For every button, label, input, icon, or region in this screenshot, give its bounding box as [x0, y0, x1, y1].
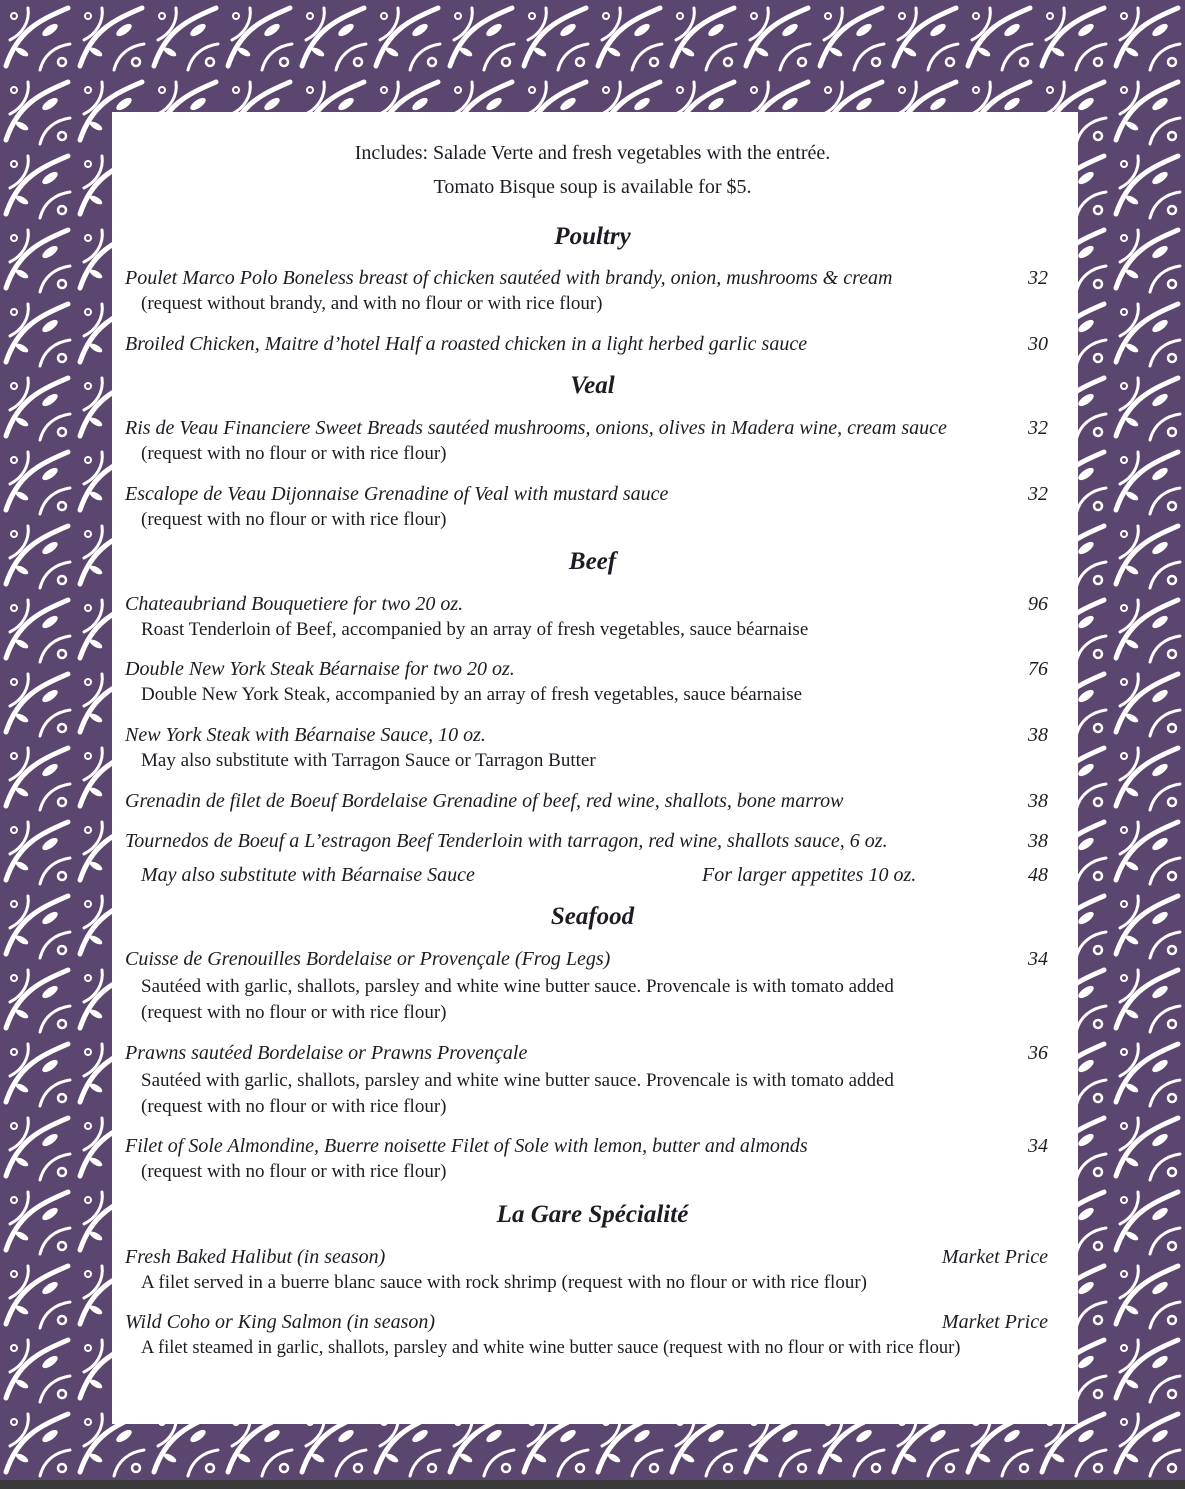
menu-item: [125, 1244, 1050, 1270]
section-title-poultry: Poultry: [554, 223, 631, 250]
item-name: Ris de Veau Financiere Sweet Breads sautéed mushrooms, onions, olives in Madera wine, cream sauce: [125, 417, 947, 439]
item-note: May also substitute with Béarnaise Sauce: [141, 864, 475, 886]
item-price: 96: [1028, 593, 1048, 615]
item-price: 34: [1028, 1135, 1048, 1157]
item-price: 76: [1028, 658, 1048, 680]
item-price: Market Price: [941, 1246, 1048, 1268]
item-name: Filet of Sole Almondine, Buerre noisette Filet of Sole with lemon, butter and almonds: [125, 1135, 808, 1157]
item-price: Market Price: [941, 1311, 1048, 1333]
menu-item: [125, 331, 1050, 357]
item-note: May also substitute with Tarragon Sauce or Tarragon Butter: [141, 750, 596, 771]
menu-item: [125, 1133, 1050, 1159]
item-name: Double New York Steak Béarnaise for two 20 oz.: [125, 658, 515, 680]
intro-line-1: Includes: Salade Verte and fresh vegetables with the entrée.: [354, 142, 831, 164]
menu-item: [125, 722, 1050, 748]
item-name: Prawns sautéed Bordelaise or Prawns Provençale: [125, 1042, 528, 1064]
section-title-veal: Veal: [570, 372, 615, 399]
item-price: 36: [1028, 1042, 1048, 1064]
item-note: Double New York Steak, accompanied by an array of fresh vegetables, sauce béarnaise: [141, 684, 803, 705]
menu-item: [125, 415, 1050, 441]
section-title-beef: Beef: [568, 548, 617, 575]
section-title-seafood: Seafood: [550, 903, 635, 930]
item-name: Tournedos de Boeuf a L’estragon Beef Tenderloin with tarragon, red wine, shallots sauce, 6 oz.: [125, 830, 888, 852]
item-name: Grenadin de filet de Boeuf Bordelaise Grenadine of beef, red wine, shallots, bone marrow: [125, 790, 844, 812]
intro-line-2: Tomato Bisque soup is available for $5.: [433, 176, 752, 198]
section-title-specialite: La Gare Spécialité: [496, 1201, 689, 1228]
item-price: 32: [1028, 267, 1048, 289]
menu-item: [125, 828, 1050, 854]
item-note: Roast Tenderloin of Beef, accompanied by an array of fresh vegetables, sauce béarnaise: [141, 619, 809, 640]
menu-item: [125, 1309, 1050, 1335]
item-note: A filet steamed in garlic, shallots, parsley and white wine butter sauce (request with no flour or with rice flour): [141, 1338, 961, 1358]
item-price: 38: [1028, 724, 1048, 746]
item-price: 30: [1028, 333, 1048, 355]
menu-item: [125, 946, 1050, 972]
item-name: Escalope de Veau Dijonnaise Grenadine of Veal with mustard sauce: [125, 483, 669, 505]
menu-item: [125, 591, 1050, 617]
item-price: 34: [1028, 948, 1048, 970]
item-price: 32: [1028, 483, 1048, 505]
item-price: 32: [1028, 417, 1048, 439]
item-name: Broiled Chicken, Maitre d’hotel Half a roasted chicken in a light herbed garlic sauce: [125, 333, 808, 355]
item-note: Sautéed with garlic, shallots, parsley and white wine butter sauce. Provencale is with tomato added: [141, 976, 894, 997]
item-name: Chateaubriand Bouquetiere for two 20 oz.: [125, 593, 464, 615]
item-price: 38: [1028, 830, 1048, 852]
item-note: A filet served in a buerre blanc sauce with rock shrimp (request with no flour or with rice flour): [141, 1272, 867, 1293]
item-name: New York Steak with Béarnaise Sauce, 10 oz.: [125, 724, 486, 746]
item-note: (request with no flour or with rice flour): [141, 443, 447, 464]
item-note: (request with no flour or with rice flour): [141, 1161, 447, 1182]
item-name: Wild Coho or King Salmon (in season): [125, 1311, 436, 1333]
item-note: Sautéed with garlic, shallots, parsley and white wine butter sauce. Provencale is with tomato added: [141, 1070, 894, 1091]
item-name: Fresh Baked Halibut (in season): [125, 1246, 386, 1268]
item-name: Cuisse de Grenouilles Bordelaise or Provençale (Frog Legs): [125, 948, 611, 970]
menu-item: [125, 265, 1050, 291]
item-note: (request with no flour or with rice flour): [141, 1002, 447, 1023]
menu-item: [125, 1040, 1050, 1066]
menu-item: [125, 481, 1050, 507]
item-note: (request with no flour or with rice flour): [141, 1096, 447, 1117]
item-extra-price: 48: [1028, 864, 1048, 886]
item-note: (request with no flour or with rice flour): [141, 509, 447, 530]
item-extra-note: For larger appetites 10 oz.: [702, 864, 917, 886]
item-price: 38: [1028, 790, 1048, 812]
menu-item: [125, 788, 1050, 814]
menu-item: [125, 656, 1050, 682]
item-name: Poulet Marco Polo Boneless breast of chicken sautéed with brandy, onion, mushrooms & cream: [125, 267, 893, 289]
item-note: (request without brandy, and with no flour or with rice flour): [141, 293, 603, 314]
